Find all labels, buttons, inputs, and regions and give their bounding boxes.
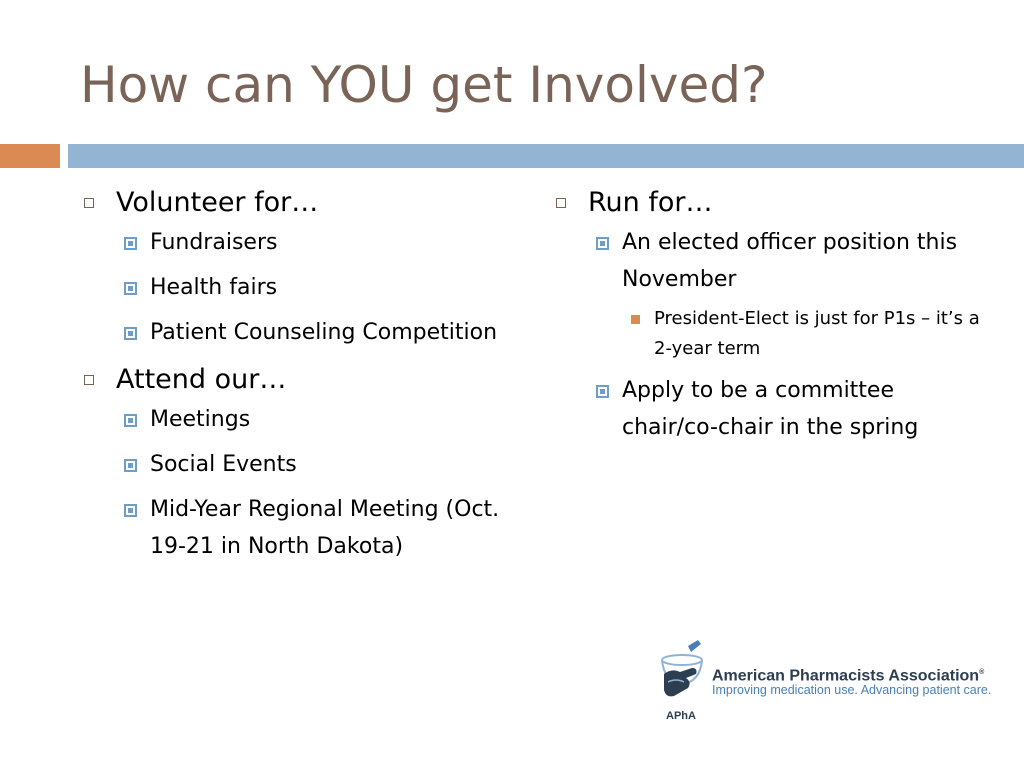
list-item-text: Social Events [150, 452, 297, 477]
bullet-list [80, 184, 500, 565]
square-bullet-icon [596, 385, 609, 398]
list-item [116, 269, 500, 306]
square-bullet-icon [596, 237, 609, 250]
bullet-volunteer-label: Volunteer for… [116, 187, 319, 218]
list-item-text: An elected officer position this November [622, 230, 958, 292]
officer-sublist [622, 304, 992, 364]
logo-tagline: Improving medication use. Advancing patient care. [712, 683, 992, 697]
list-item [116, 314, 500, 351]
list-item [116, 224, 500, 261]
list-item-text: Mid-Year Regional Meeting (Oct. 19-21 in North Dakota) [150, 497, 500, 559]
list-item [588, 224, 992, 364]
accent-bar-orange [0, 144, 60, 168]
square-bullet-icon [124, 504, 137, 517]
list-item [116, 401, 500, 438]
list-item-text: Patient Counseling Competition [150, 320, 498, 345]
attend-sublist [116, 401, 500, 565]
list-item-text: President-Elect is just for P1s – it’s a 2-year term [654, 308, 980, 359]
square-bullet-icon [84, 375, 94, 385]
right-column [552, 184, 992, 446]
left-column [80, 184, 500, 565]
run-sublist [588, 224, 992, 446]
accent-bar-blue [68, 144, 1024, 168]
list-item [116, 446, 500, 483]
square-bullet-icon [124, 282, 137, 295]
list-item-text: Meetings [150, 407, 251, 432]
list-item-text: Health fairs [150, 275, 278, 300]
logo-name: American Pharmacists Association® [712, 667, 985, 685]
square-bullet-icon [124, 459, 137, 472]
list-item-text: Apply to be a committee chair/co-chair in the spring [622, 378, 919, 440]
list-item [588, 372, 992, 446]
square-bullet-icon [124, 327, 137, 340]
square-bullet-icon [84, 198, 94, 208]
bullet-attend [80, 361, 500, 565]
list-item-text: Fundraisers [150, 230, 278, 255]
bullet-volunteer [80, 184, 500, 351]
apha-logo [658, 638, 998, 728]
bullet-attend-label: Attend our… [116, 364, 287, 395]
list-item [116, 491, 500, 565]
volunteer-sublist [116, 224, 500, 351]
square-bullet-icon [556, 198, 566, 208]
logo-abbreviation: APhA [666, 710, 696, 722]
bullet-run-label: Run for… [588, 187, 713, 218]
bullet-run [552, 184, 992, 446]
square-bullet-icon [631, 315, 640, 324]
list-item [622, 304, 992, 364]
mortar-pestle-icon [658, 638, 714, 720]
square-bullet-icon [124, 237, 137, 250]
bullet-list [552, 184, 992, 446]
slide-title: How can YOU get Involved? [80, 56, 768, 114]
square-bullet-icon [124, 414, 137, 427]
